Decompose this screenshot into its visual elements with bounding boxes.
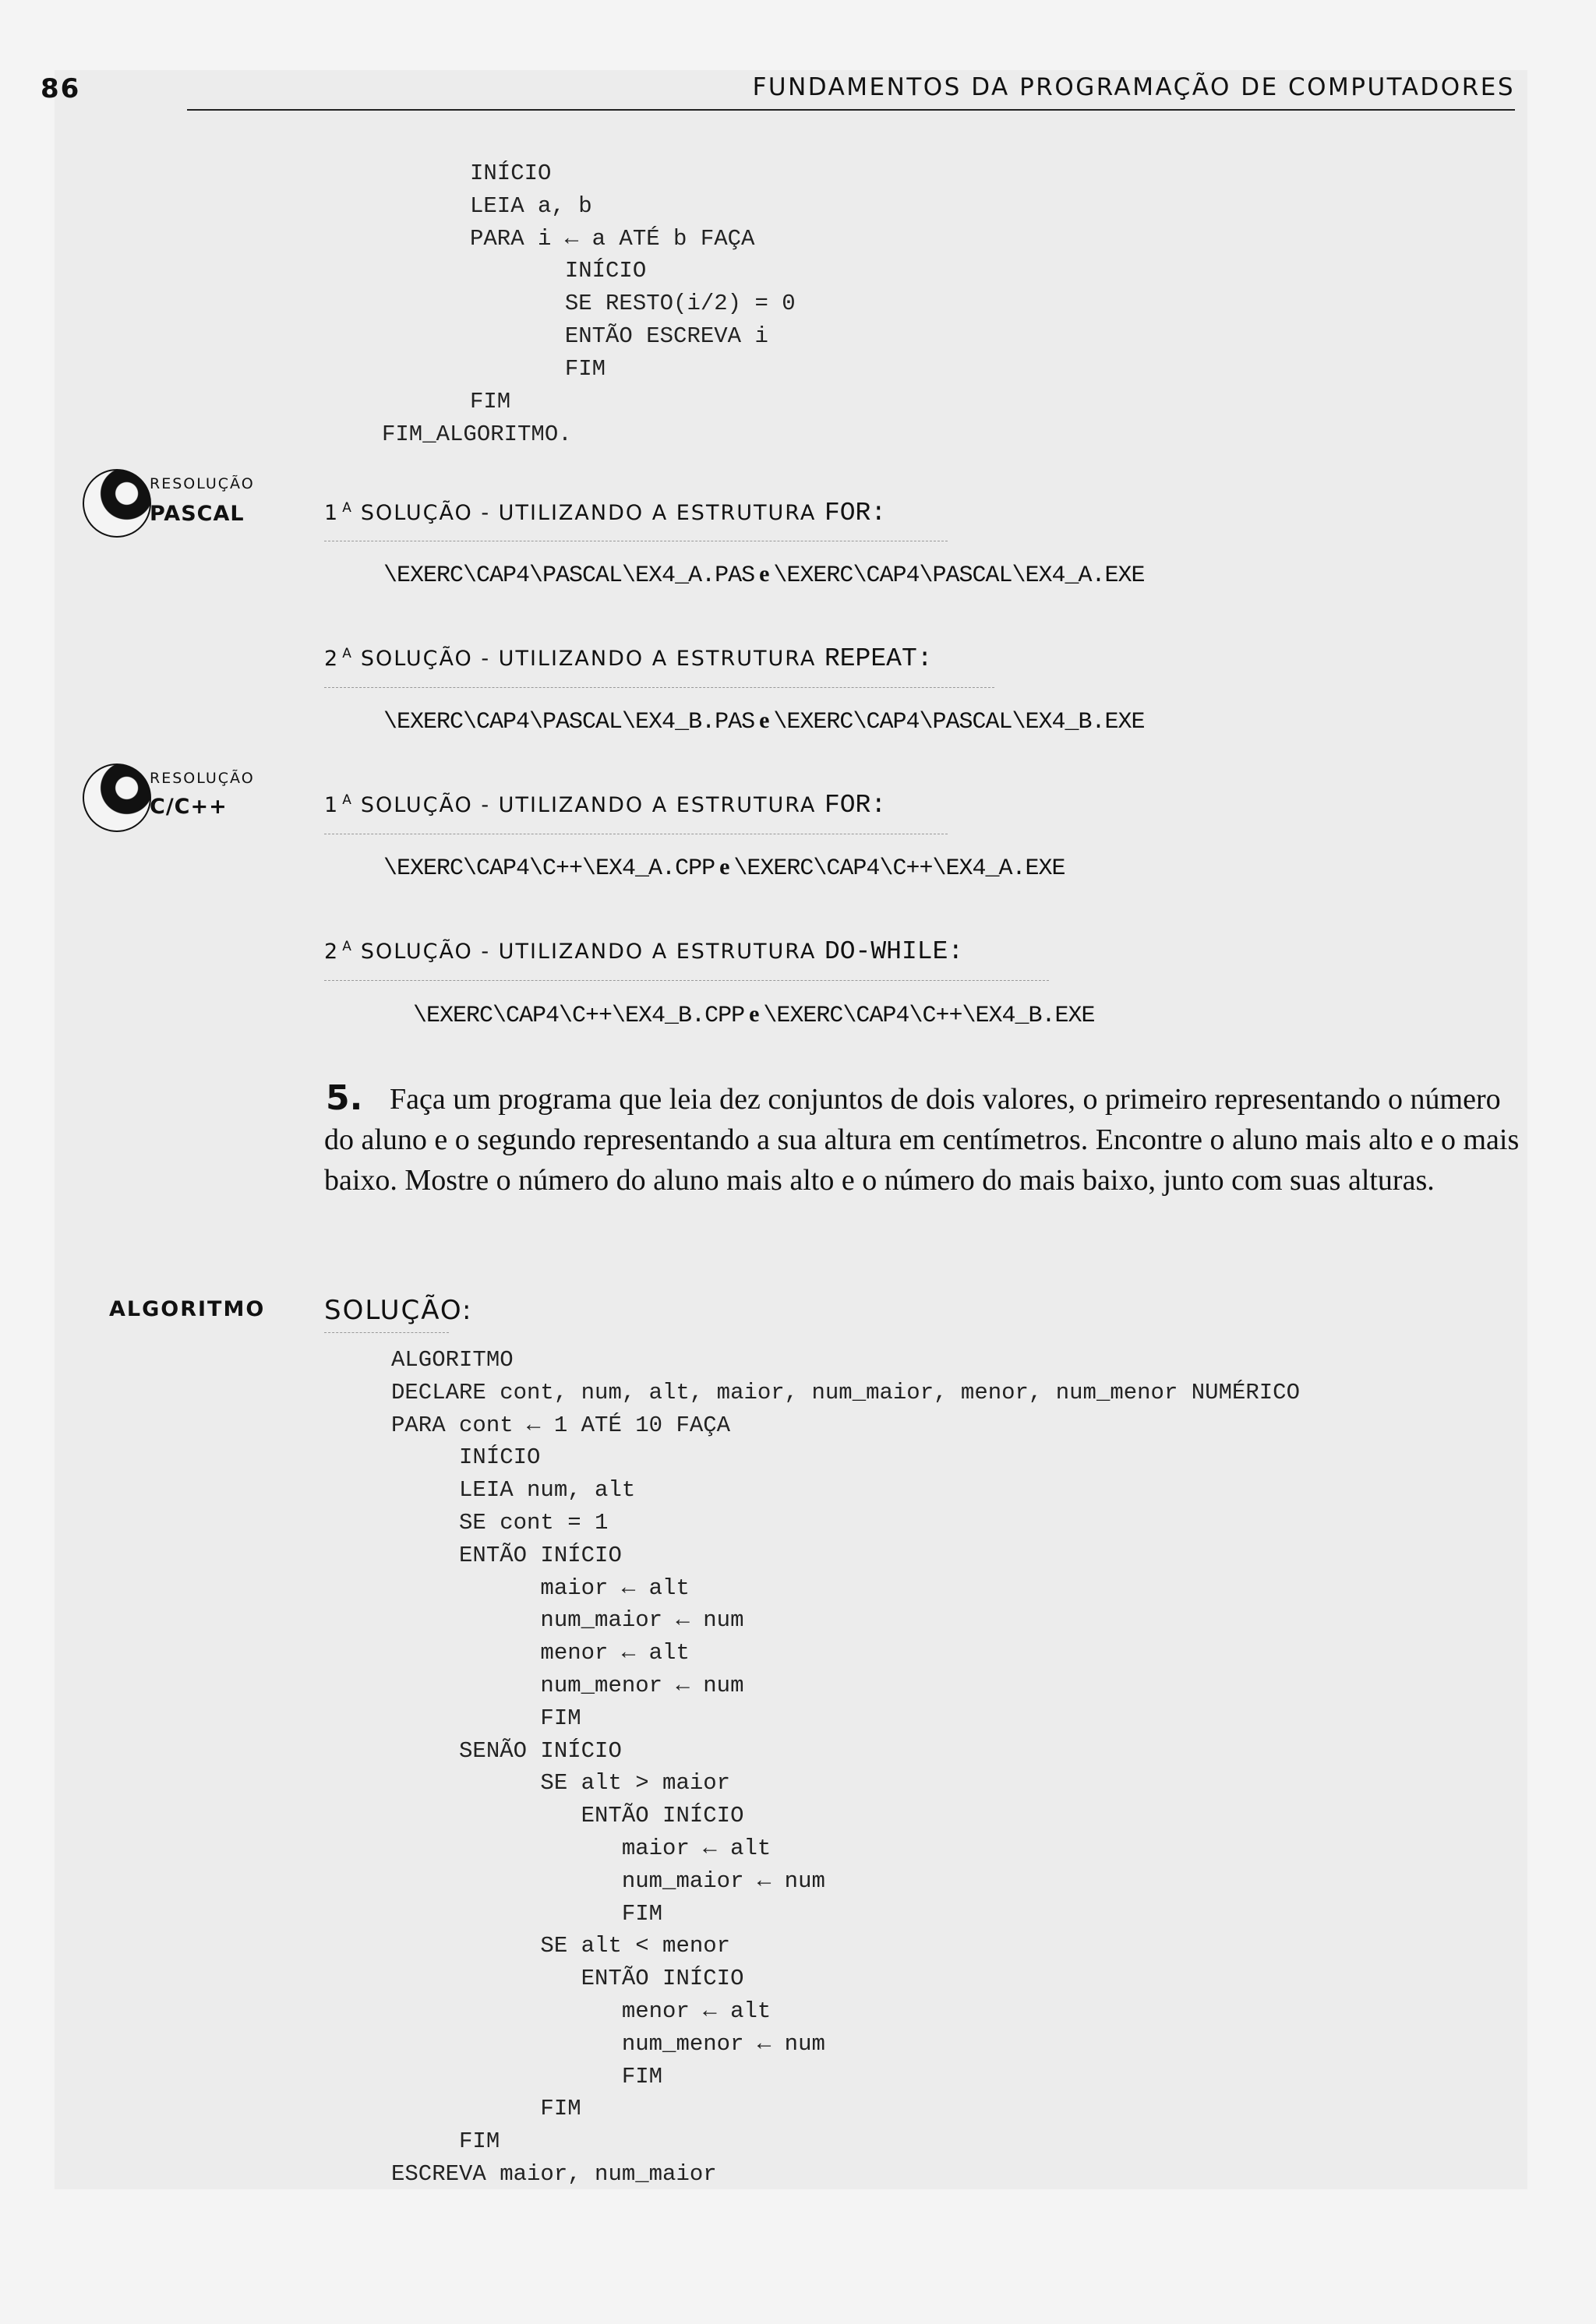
code-block-end: FIM_ALGORITMO.	[382, 421, 572, 447]
solution-text: SOLUÇÃO - UTILIZANDO A ESTRUTURA	[360, 940, 824, 964]
file-path: \EXERC\CAP4\PASCAL\EX4_B.EXE	[773, 709, 1145, 735]
solucao-heading: SOLUÇÃO:	[324, 1295, 473, 1326]
file-path: \EXERC\CAP4\C++\EX4_B.EXE	[763, 1003, 1095, 1029]
solution-text: SOLUÇÃO - UTILIZANDO A ESTRUTURA	[360, 501, 824, 525]
solution-keyword: DO-WHILE:	[824, 937, 964, 966]
cpp-solution-1-files	[383, 854, 1065, 882]
pascal-solution-2-files	[383, 707, 1145, 735]
cpp-solution-2-files	[413, 1001, 1094, 1029]
cpp-solution-2-heading	[324, 937, 963, 966]
algoritmo-section-label: ALGORITMO	[109, 1297, 266, 1321]
connector: e	[759, 707, 769, 733]
solution-number: 1	[324, 501, 340, 525]
solution-text: SOLUÇÃO - UTILIZANDO A ESTRUTURA	[360, 647, 824, 671]
solution-number: 2	[324, 647, 340, 671]
connector: e	[719, 854, 729, 880]
cpp-solution-1-heading	[324, 791, 886, 820]
solution-keyword: FOR:	[824, 499, 887, 527]
solution-keyword: FOR:	[824, 791, 887, 820]
disc-icon	[83, 763, 151, 832]
connector: e	[749, 1001, 759, 1027]
file-path: \EXERC\CAP4\PASCAL\EX4_A.EXE	[773, 562, 1145, 589]
code-block-loop: INÍCIO LEIA a, b PARA i ← a ATÉ b FAÇA INÍCIO SE RESTO(i/2) = 0 ENTÃO ESCREVA i FIM FIM	[470, 160, 796, 414]
solution-number: 2	[324, 940, 340, 964]
connector: e	[759, 561, 769, 587]
file-path: \EXERC\CAP4\C++\EX4_B.CPP	[413, 1003, 745, 1029]
disc-icon	[83, 469, 151, 538]
pascal-solution-2-heading	[324, 644, 933, 673]
exercise-statement: Faça um programa que leia dez conjuntos de dois valores, o primeiro representando o número do aluno e o segundo representando a sua altura em centímetros. Encontre o aluno mais alto e o mais baixo. Mostre o número do aluno mais alto e o número do mais baixo, junto com suas alturas.	[324, 1083, 1520, 1197]
badge-resolucao-label: RESOLUÇÃO	[150, 770, 255, 787]
pascal-solution-1-files	[383, 561, 1145, 589]
badge-pascal-label: PASCAL	[150, 502, 245, 526]
badge-cpp-label: C/C++	[150, 795, 228, 819]
dotted-rule	[324, 1332, 449, 1333]
solution-superscript: A	[342, 646, 353, 661]
solution-keyword: REPEAT:	[824, 644, 933, 673]
page-number: 86	[41, 73, 81, 104]
dotted-rule	[324, 687, 994, 688]
badge-resolucao-label: RESOLUÇÃO	[150, 475, 255, 492]
solution-superscript: A	[342, 939, 353, 954]
solution-text: SOLUÇÃO - UTILIZANDO A ESTRUTURA	[360, 793, 824, 817]
header-rule	[187, 109, 1515, 111]
file-path: \EXERC\CAP4\C++\EX4_A.CPP	[383, 855, 715, 882]
code-block-algoritmo: ALGORITMO DECLARE cont, num, alt, maior, num_maior, menor, num_menor NUMÉRICO PARA cont ← 1 ATÉ 10 FAÇA INÍCIO LEIA num, alt SE cont = 1 ENTÃO INÍCIO maior ← alt num_maior ← num menor ← alt num_menor ← num FIM SENÃO INÍCIO SE alt > maior ENTÃO INÍCIO maior ← alt num_maior ← num FIM SE alt < menor ENTÃO INÍCIO menor ← alt num_menor ← num FIM FIM FIM ESCREVA maior, num_maior	[391, 1347, 1300, 2187]
pascal-solution-1-heading	[324, 499, 886, 527]
solution-superscript: A	[342, 792, 353, 808]
file-path: \EXERC\CAP4\PASCAL\EX4_A.PAS	[383, 562, 755, 589]
exercise-number: 5.	[326, 1078, 363, 1118]
solution-superscript: A	[342, 500, 353, 516]
file-path: \EXERC\CAP4\C++\EX4_A.EXE	[733, 855, 1065, 882]
running-header: FUNDAMENTOS DA PROGRAMAÇÃO DE COMPUTADORES	[752, 73, 1515, 101]
dotted-rule	[324, 980, 1049, 981]
file-path: \EXERC\CAP4\PASCAL\EX4_B.PAS	[383, 709, 755, 735]
solution-number: 1	[324, 793, 340, 817]
